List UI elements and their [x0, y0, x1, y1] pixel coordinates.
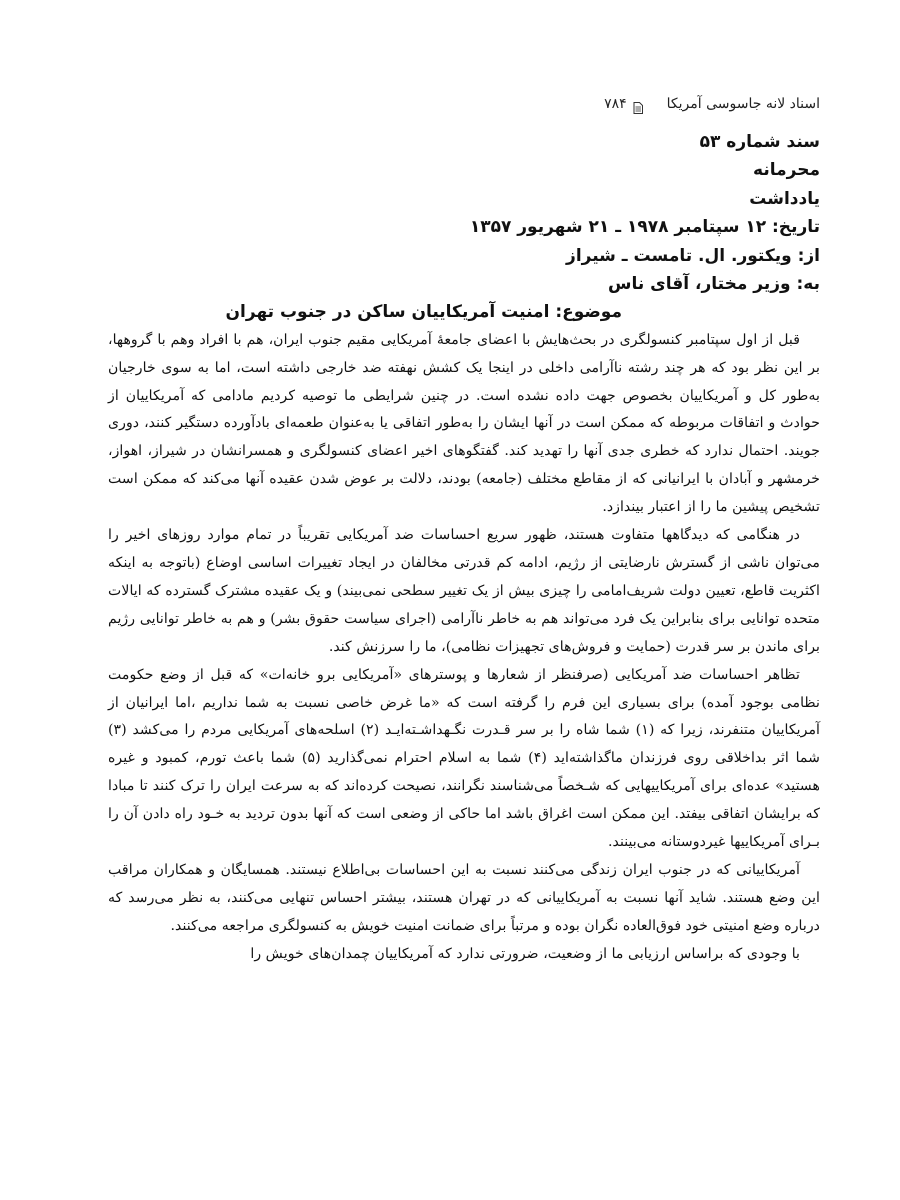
classification: محرمانه	[753, 160, 820, 181]
document-page	[108, 92, 820, 969]
running-header	[108, 92, 820, 116]
book-title: اسناد لانه جاسوسی آمریکا	[666, 96, 820, 112]
body-paragraph-5: با وجودی که براساس ارزیابی ما از وضعیت، ضرورتی ندارد که آمریکاییان چمدان‌های خویش را	[250, 945, 800, 962]
sender: از: ویکتور. ال. تامست ـ شیراز	[566, 245, 820, 266]
body-paragraph-3: تظاهر احساسات ضد آمریکایی (صرفنظر از شعارها و پوسترهای «آمریکایی برو خانه‌ات» که قبل از وضع حکومت نظامی بوجود آمده) برای بسیاری این فرم را گرفته است که «ما غرض خاصی نسبت به شما نداریم ،اما ایرانیان از آمریکاییان متنفرند، زیرا که (۱) شما شاه را بر سر قـدرت نگـهداشـته‌ایـد (۲) اسلحه‌های آمریکایی مردم را می‌کشد (۳) شما اثر بداخلاقی روی فرزندان ماگذاشته‌اید (۴) شما به اسلام احترام نمی‌گذارید (۵) شما باعث تورم، کمبود و غیره هستید» عده‌ای برای آمریکاییهایی که شـخصاً می‌شناسند نگرانند، نصیحت کرده‌اند که به سرعت ایران را ترک کنند تا مبادا که برایشان اتفاقی بیفتد. این ممکن است اغراق باشد اما حاکی از وضعی است که آنها بدون تردید به خـود راه دادن آن را بـرای آمریکاییها غیردوستانه می‌بینند.	[108, 666, 821, 851]
document-type: یادداشت	[749, 188, 820, 209]
recipient: به: وزیر مختار، آقای ناس	[608, 273, 820, 294]
subject-line: موضوع: امنیت آمریکاییان ساکن در جنوب تهران	[225, 302, 622, 323]
document-icon	[633, 98, 643, 110]
body-paragraph-4: آمریکاییانی که در جنوب ایران زندگی می‌کنند نسبت به این احساسات بی‌اطلاع نیستند. همسایگان و همکاران مراقب این وضع هستند. شاید آنها نسبت به آمریکاییانی که در تهران هستند، بیشتر احساس تنهایی می‌کنند، به نظر می‌رسد که درباره وضع امنیتی خود فوق‌العاده نگران بوده و مرتباً برای ضمانت امنیت خویش به کنسولگری مراجعه می‌کنند.	[108, 861, 820, 934]
document-number: سند شماره ۵۳	[699, 132, 820, 152]
document-date: تاریخ: ۱۲ سپتامبر ۱۹۷۸ ـ ۲۱ شهریور ۱۳۵۷	[469, 217, 820, 238]
body-paragraph-2: در هنگامی که دیدگاهها متفاوت هستند، ظهور سریع احساسات ضد آمریکایی تقریباً در تمام موارد روزهای اخیر را می‌توان ناشی از گسترش نارضایتی از رژیم، ادامه کم قدرتی مخالفان در ایجاد تغییرات اساسی اوضاع (باتوجه به اینکه اکثریت قاطع، تعیین دولت شریف‌امامی را چیزی بیش از یک تغییر سطحی نمی‌بیند) و یک عقیده مشترک گسترده که ایالات متحده توانایی برای بنابراین یک فرد می‌تواند هم به خاطر ناآرامی (اجرای سیاست حقوق بشر) و هم به خاطر توانایی رژیم برای ماندن بر سر قدرت (حمایت و فروش‌های تجهیزات نظامی)، ما را سرزنش کند.	[108, 527, 820, 655]
body-paragraph-1: قبل از اول سپتامبر کنسولگری در بحث‌هایش با اعضای جامعهٔ آمریکایی مقیم جنوب ایران، هم با افراد وهم با گروهها، بر این نظر بود که هر چند رشته ناآرامی داخلی در اینجا یک کشش نهفته ضد خارجی داشته است، اما به سوی خارجیان به‌طور کل و آمریکاییان بخصوص جهت داده نشده است. در چنین شرایطی ما توصیه کردیم مادامی که آمریکاییان از حوادث و اتفاقات مربوطه که ممکن است در آنها ایشان را به‌طور اتفاقی یا به‌عنوان طعمه‌ای بادآورده دستگیر کنند، دوری جویند. احتمال ندارد که خطری جدی آنها را تهدید کند. گفتگوهای اخیر اعضای کنسولگری و همسرانشان در شیراز، اهواز، خرمشهر و آبادان با ایرانیانی که از مقاطع مختلف (جامعه) بودند، دلالت بر عوض شدن عقیده آنها می‌کند که ممکن است تشخیص پیشین ما را از اعتبار بیندازد.	[108, 331, 820, 516]
page-number: ۷۸۴	[604, 96, 627, 112]
